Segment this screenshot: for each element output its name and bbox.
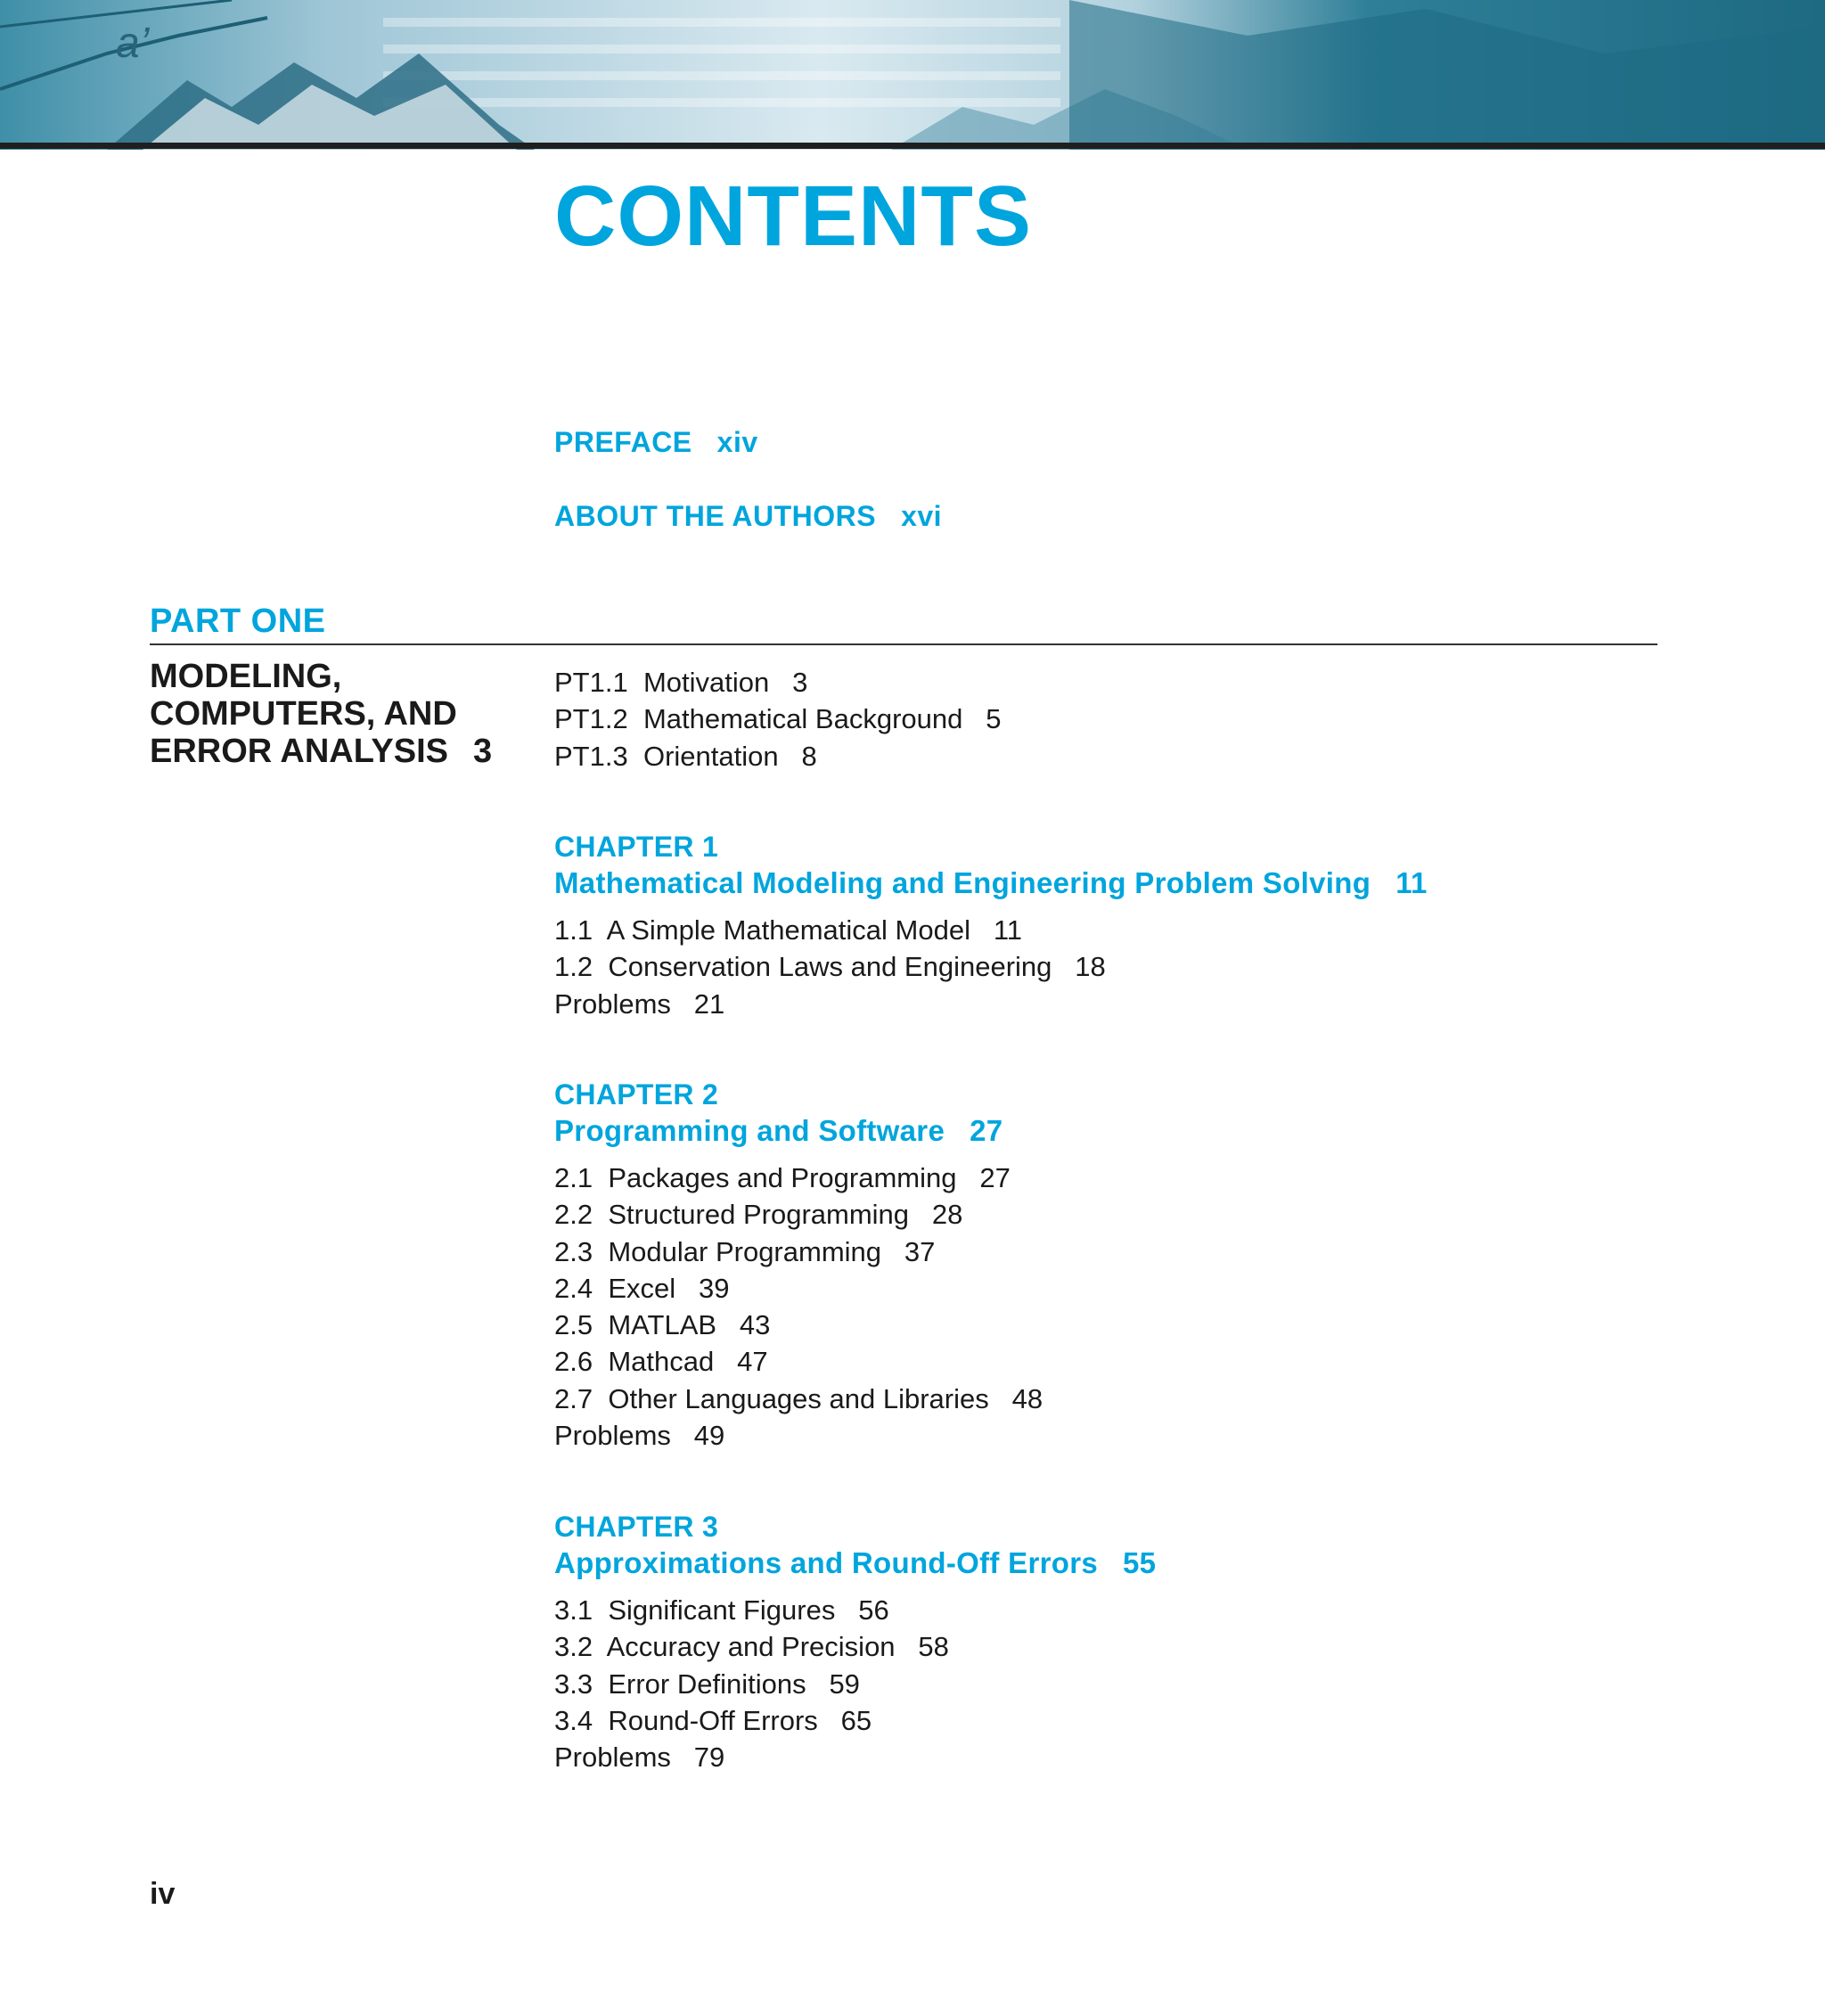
entry-number: 2.3 — [554, 1235, 593, 1267]
toc-entry[interactable] — [554, 1343, 1043, 1380]
entry-page: 58 — [918, 1631, 949, 1663]
entry-title: Problems — [554, 988, 671, 1020]
entry-number: 3.4 — [554, 1704, 593, 1736]
part-title[interactable] — [150, 658, 492, 770]
entry-title: Orientation — [642, 740, 779, 772]
toc-entry[interactable] — [554, 1628, 949, 1665]
toc-entry[interactable] — [554, 1160, 1043, 1196]
header-banner-image — [0, 0, 1825, 150]
entry-title: Conservation Laws and Engineering — [608, 951, 1052, 983]
entry-page: 5 — [986, 703, 1002, 735]
entry-page: 43 — [739, 1309, 771, 1341]
chapter-entry-list — [554, 1592, 949, 1775]
entry-number: 2.2 — [554, 1199, 593, 1231]
entry-title: Excel — [608, 1272, 676, 1304]
chapter-page: 11 — [1395, 866, 1428, 899]
entry-title: Problems — [554, 1420, 671, 1452]
toc-entry[interactable] — [554, 738, 1001, 774]
entry-title: Problems — [554, 1741, 671, 1774]
toc-entry-preface[interactable] — [554, 426, 758, 459]
entry-title: Mathematical Background — [642, 703, 963, 735]
page-title: CONTENTS — [554, 168, 1032, 264]
chapter-label: CHAPTER 3 — [554, 1511, 719, 1543]
entry-number: 2.1 — [554, 1162, 593, 1193]
toc-entry[interactable] — [554, 1196, 1043, 1233]
entry-title: Modular Programming — [608, 1235, 882, 1267]
entry-page: 56 — [858, 1594, 889, 1626]
entry-number: 1.1 — [554, 914, 593, 946]
entry-number: 2.4 — [554, 1272, 593, 1304]
part-intro-list — [554, 664, 1001, 774]
chapter-title-text: Mathematical Modeling and Engineering Problem Solving — [554, 866, 1371, 899]
entry-number: PT1.1 — [554, 667, 628, 698]
entry-title: Packages and Programming — [608, 1162, 957, 1193]
entry-page: 39 — [699, 1272, 730, 1304]
entry-number: 3.3 — [554, 1668, 593, 1700]
front-entry-page: xiv — [716, 426, 758, 458]
toc-entry[interactable] — [554, 1739, 949, 1775]
chapter-title[interactable] — [554, 1546, 1156, 1580]
part-title-line: ERROR ANALYSIS — [150, 733, 449, 770]
entry-page: 18 — [1075, 951, 1106, 983]
toc-entry[interactable] — [554, 1307, 1043, 1343]
entry-title: Significant Figures — [608, 1594, 836, 1626]
toc-entry[interactable] — [554, 1592, 949, 1628]
toc-entry[interactable] — [554, 1417, 1043, 1454]
entry-page: 48 — [1011, 1382, 1043, 1414]
entry-title: Other Languages and Libraries — [608, 1382, 989, 1414]
front-entry-label: PREFACE — [554, 426, 692, 458]
toc-entry[interactable] — [554, 1233, 1043, 1270]
toc-entry[interactable] — [554, 1381, 1043, 1417]
entry-number: 1.2 — [554, 951, 593, 983]
header-rule — [0, 143, 1825, 149]
toc-entry[interactable] — [554, 986, 1106, 1022]
entry-page: 8 — [801, 740, 817, 772]
entry-page: 47 — [737, 1346, 768, 1378]
part-label: PART ONE — [150, 602, 326, 640]
chapter-title-text: Approximations and Round-Off Errors — [554, 1546, 1099, 1579]
chapter-entry-list — [554, 912, 1106, 1022]
toc-entry[interactable] — [554, 948, 1106, 985]
entry-number: 2.7 — [554, 1382, 593, 1414]
toc-entry[interactable] — [554, 912, 1106, 948]
chapter-label: CHAPTER 1 — [554, 831, 719, 863]
part-title-page: 3 — [473, 733, 493, 770]
entry-page: 28 — [931, 1199, 963, 1231]
entry-number: 2.6 — [554, 1346, 593, 1378]
toc-entry[interactable] — [554, 1702, 949, 1739]
chapter-title[interactable] — [554, 866, 1428, 900]
entry-page: 59 — [829, 1668, 860, 1700]
toc-entry[interactable] — [554, 664, 1001, 701]
entry-title: Mathcad — [608, 1346, 715, 1378]
chapter-title-text: Programming and Software — [554, 1114, 945, 1147]
chapter-title[interactable] — [554, 1114, 1003, 1148]
entry-title: Error Definitions — [608, 1668, 806, 1700]
entry-page: 21 — [693, 988, 725, 1020]
toc-entry[interactable] — [554, 1666, 949, 1702]
entry-number: PT1.2 — [554, 703, 628, 735]
entry-page: 37 — [904, 1235, 936, 1267]
chapter-entry-list — [554, 1160, 1043, 1454]
toc-entry[interactable] — [554, 1270, 1043, 1307]
entry-number: 2.5 — [554, 1309, 593, 1341]
entry-title: Accuracy and Precision — [606, 1631, 896, 1663]
entry-title: Round-Off Errors — [608, 1704, 818, 1736]
entry-number: 3.2 — [554, 1631, 593, 1663]
chapter-label: CHAPTER 2 — [554, 1078, 719, 1110]
entry-title: MATLAB — [608, 1309, 717, 1341]
entry-page: 65 — [840, 1704, 872, 1736]
entry-page: 27 — [979, 1162, 1011, 1193]
entry-page: 3 — [792, 667, 808, 698]
toc-entry-about-the-authors[interactable] — [554, 500, 942, 533]
front-entry-label: ABOUT THE AUTHORS — [554, 500, 877, 532]
part-divider — [150, 643, 1657, 645]
entry-title: Motivation — [642, 667, 770, 698]
entry-number: PT1.3 — [554, 740, 628, 772]
entry-number: 3.1 — [554, 1594, 593, 1626]
entry-page: 79 — [693, 1741, 725, 1774]
front-entry-page: xvi — [901, 500, 943, 532]
chapter-page: 55 — [1123, 1546, 1157, 1579]
entry-title: A Simple Mathematical Model — [606, 914, 970, 946]
toc-entry[interactable] — [554, 701, 1001, 737]
part-title-line: COMPUTERS, AND — [150, 695, 457, 733]
entry-page: 11 — [993, 914, 1022, 946]
header-art-letter: a’ — [116, 20, 150, 67]
chapter-page: 27 — [970, 1114, 1003, 1147]
entry-title: Structured Programming — [608, 1199, 910, 1231]
entry-page: 49 — [693, 1420, 725, 1452]
page-number: iv — [150, 1877, 176, 1911]
part-title-line: MODELING, — [150, 658, 342, 695]
